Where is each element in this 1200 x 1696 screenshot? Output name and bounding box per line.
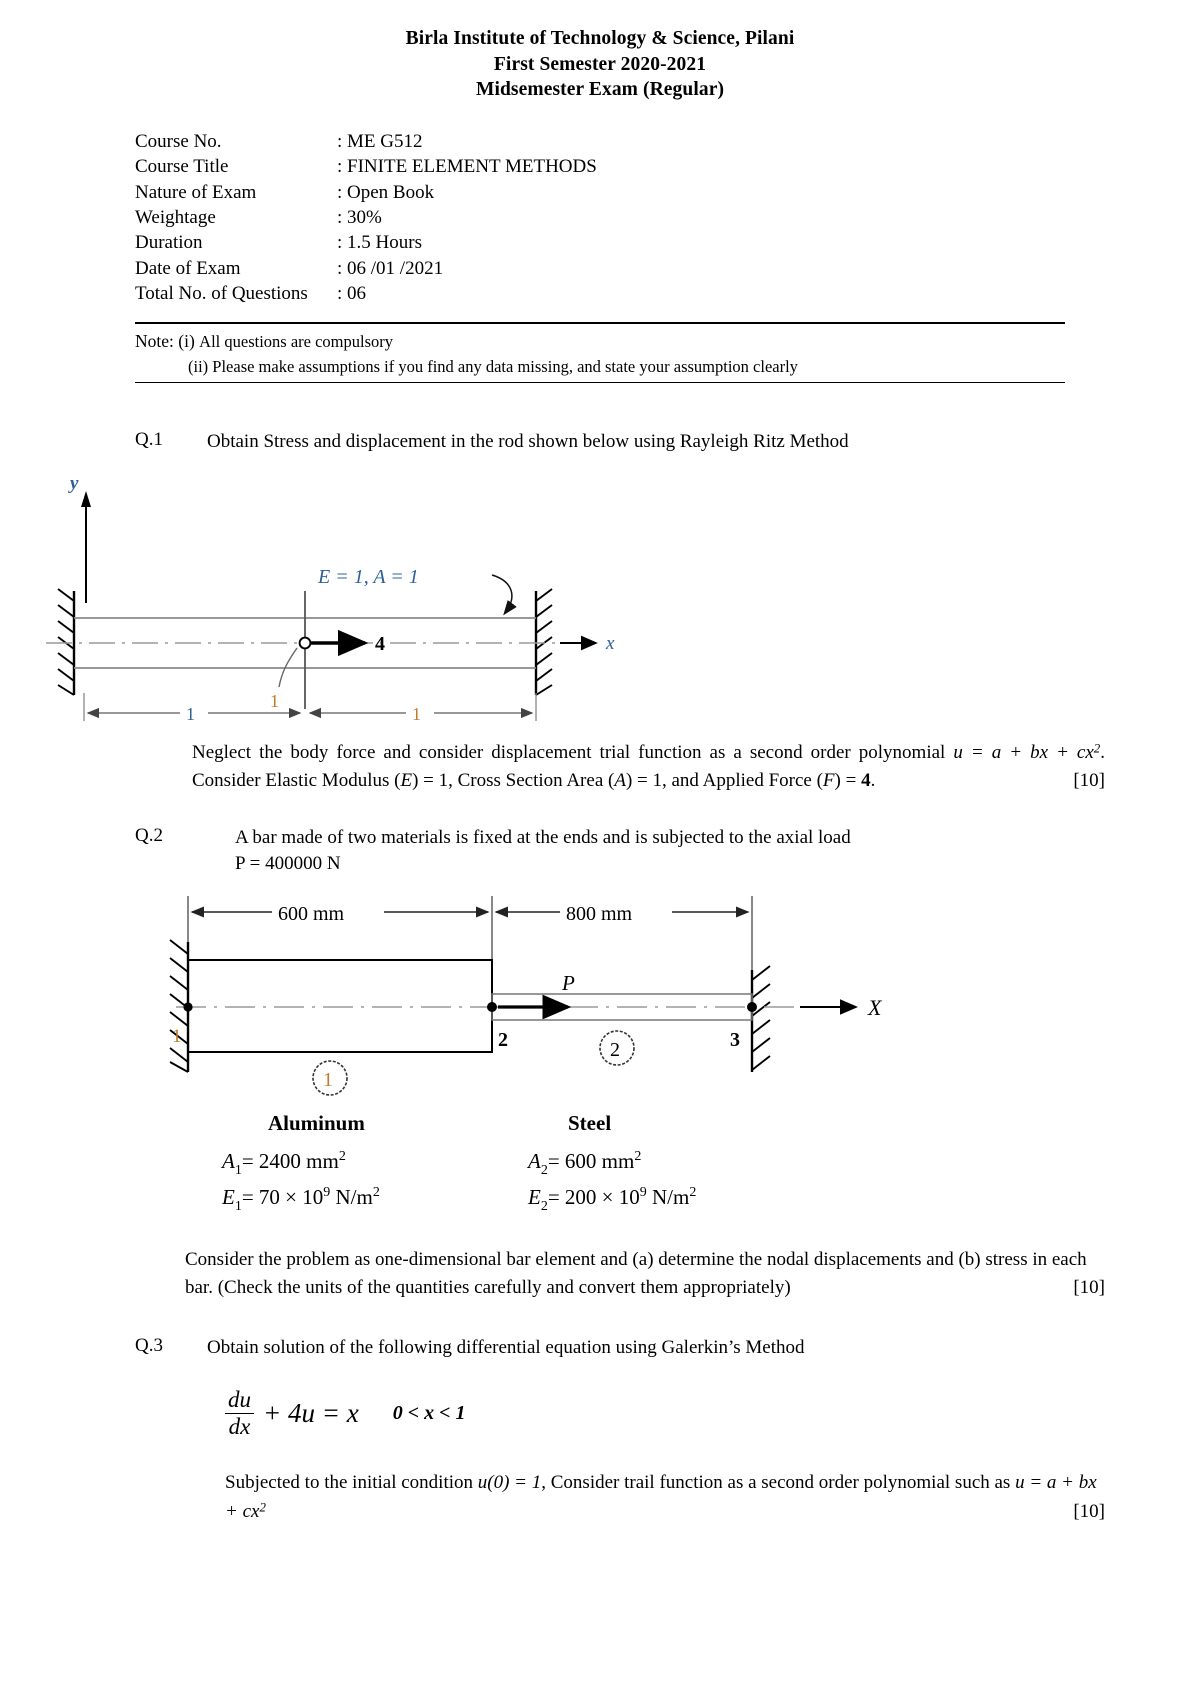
q2-area-left-sup: 2 [338,1148,346,1164]
q3-heading-row [135,1335,1105,1362]
q3-equation-rest: + 4u = x [263,1398,359,1429]
q2-area-right-sym: A [528,1148,541,1173]
svg-text:E2= 200 × 109 N/m2 [527,1185,696,1212]
info-value: : 30% [337,207,382,228]
q1-trial-function: u = a + bx + $cx^2$ [953,740,1101,764]
course-info-block [135,129,1200,306]
q1-number: Q.1 [135,428,163,450]
info-label: Course No. [135,131,222,153]
info-row [135,230,1200,255]
q1-force-label: 4 [375,633,385,656]
q2-mod-right-sym: E [528,1184,541,1209]
q2-mod-right-val: = 200 × 10 [547,1184,640,1209]
q3-tail-2: , Consider trail function as a second order polynomial such as [541,1472,1016,1494]
q2-mod-right-unit: N/m [646,1184,690,1209]
q2-area-right [526,1149,641,1178]
q1-symbol-E: E [400,769,413,791]
q1-symbol-A: A [614,769,626,791]
q2-material-left: Aluminum [268,1110,365,1135]
q2-area-right-val: = 600 mm [547,1148,635,1173]
q2-dim-right: 800 mm [566,902,633,925]
info-label: Weightage [135,207,216,228]
info-row [135,256,1200,281]
q1-prompt: Obtain Stress and displacement in the rod shown below using Rayleigh Ritz Method [207,430,849,452]
q2-figure-bar [0,882,1200,1212]
info-value: : 1.5 Hours [337,232,422,254]
info-value: : Open Book [337,181,435,203]
node-marker [300,638,311,649]
divider-bottom [135,382,1065,383]
q1-symbol-F: F [822,769,835,791]
info-value: : 06 /01 /2021 [337,257,444,279]
q1-body-6: . [870,769,876,791]
right-fixed-support-2 [752,966,770,1072]
q2-element-1-label: 1 [323,1068,333,1091]
note-line-1 [135,329,1065,354]
q2-modulus-left [221,1185,380,1212]
q3-body-paragraph [225,1469,1105,1526]
q1-dim-left: 1 [186,704,195,722]
q3-frac-numerator: du [228,1386,251,1412]
semester-line: First Semester 2020-2021 [493,53,707,75]
q1-body-paragraph [192,739,1105,794]
info-value: : ME G512 [337,131,423,153]
q2-area-left-val: = 2400 mm [241,1148,339,1173]
q2-modulus-right [527,1185,696,1212]
note-text-1: All questions are compulsory [199,332,393,352]
info-value: : 06 [337,282,367,304]
right-fixed-support [536,589,552,695]
dim-right-span [310,703,532,721]
q2-marks: [10] [1073,1276,1105,1298]
q2-area-left-sub: 1 [234,1162,242,1178]
q3-equation-condition: 0 < x < 1 [392,1402,466,1425]
q1-body-4: ) = 1, and Applied Force ( [625,769,823,791]
q2-prompt-line1: A bar made of two materials is fixed at the ends and is subjected to the axial load [235,826,851,848]
q2-area-right-sup: 2 [634,1148,642,1164]
x-axis-label: x [606,633,615,655]
aluminum-section [188,960,492,1052]
y-axis-label: y [70,473,79,495]
q1-node-label: 1 [270,691,279,712]
q2-mod-left-sym: E [222,1184,235,1209]
info-label: Nature of Exam [135,181,257,203]
note-prefix: Note: (i) [135,331,200,352]
q3-marks: [10] [1073,1500,1105,1522]
q1-heading-row [135,429,1105,456]
note-section [135,322,1065,383]
info-label: Course Title [135,156,229,178]
q1-marks: [10] [1073,769,1105,791]
q3-equation [225,1388,1200,1439]
info-row [135,205,1200,230]
q1-property-label: E = 1, A = 1 [318,566,419,589]
q2-mod-right-sub: 2 [540,1198,548,1212]
q2-area-left [220,1149,346,1178]
info-label: Date of Exam [135,257,241,279]
note-block [135,324,1065,382]
svg-text:A1= 2400 mm2 [220,1149,346,1178]
q2-node-3-label: 3 [730,1028,740,1051]
q2-body-paragraph [185,1246,1105,1301]
q2-mod-left-sub: 1 [234,1198,242,1212]
element-2-badge [600,1031,634,1065]
q1-force-value: 4 [861,769,871,791]
q2-axis-x-label: X [868,994,882,1020]
left-fixed-support [58,589,74,695]
q2-mod-left-unit-sup: 2 [372,1184,380,1200]
q1-body-2: . Consider Elastic Modulus ( [192,742,1105,791]
q2-number: Q.2 [135,824,163,846]
q2-mod-right-unit-sup: 2 [689,1184,697,1200]
q3-frac-denominator: dx [225,1413,254,1439]
dim-600mm [192,899,488,925]
q1-body-3: ) = 1, Cross Section Area ( [412,769,615,791]
q2-node-2-label: 2 [498,1028,508,1051]
q2-mod-left-val: = 70 × 10 [241,1184,324,1209]
info-row [135,154,1200,179]
document-header [0,0,1200,103]
q2-element-2-label: 2 [610,1038,620,1061]
q1-dim-right: 1 [412,704,421,722]
node-2-marker [487,1002,497,1012]
exam-type-line: Midsemester Exam (Regular) [475,79,725,101]
info-row [135,129,1200,154]
dim-800mm [496,899,748,925]
q3-number: Q.3 [135,1335,163,1357]
info-row [135,281,1200,306]
q2-mod-left-exp: 9 [323,1184,331,1200]
q2-dim-left: 600 mm [278,902,345,925]
q1-figure-rod [0,463,1200,721]
element-1-badge [313,1061,347,1095]
q3-tail-1: Subjected to the initial condition [225,1472,478,1494]
note-line-2 [135,354,1065,379]
dim-left-span [88,703,300,721]
q2-area-right-sub: 2 [540,1162,548,1178]
node-3-marker [747,1002,757,1012]
info-label: Total No. of Questions [135,282,308,304]
info-value: : FINITE ELEMENT METHODS [337,156,597,178]
question-2 [135,825,1105,878]
q1-body-1: Neglect the body force and consider displacement trial function as a second order polynomial [192,742,954,764]
info-row [135,180,1200,205]
property-leader [492,575,512,613]
q3-initial-condition: u(0) = 1 [477,1472,542,1494]
q1-body-5: ) = [834,769,862,791]
question-3 [135,1335,1105,1362]
note-text-2: (ii) Please make assumptions if you find any data missing, and state your assumption clearly [188,356,798,376]
question-1 [135,429,1105,456]
q2-node-1-label: 1 [172,1025,182,1047]
svg-text:A2= 600 mm2 [526,1149,641,1178]
y-axis-arrow [81,491,91,603]
q2-area-left-sym: A [222,1148,235,1173]
svg-text:E1= 70 × 109 N/m2 [221,1185,380,1212]
q2-heading-row [135,825,1105,878]
q2-body-text: Consider the problem as one-dimensional bar element and (a) determine the nodal displacements and (b) stress in each bar. (Check the units of the quantities carefully and convert them appropriately) [185,1248,1087,1298]
info-label: Duration [135,232,203,254]
q2-load-label: P [562,970,575,995]
q2-prompt-line2: P = 400000 N [235,853,341,875]
institute-name: Birla Institute of Technology & Science, Pilani [405,28,795,49]
q2-material-right: Steel [568,1110,612,1135]
q2-mod-left-unit: N/m [330,1184,373,1209]
q3-derivative-fraction [225,1388,254,1439]
q3-trial-function: u = a + bx + $cx^2$ [225,1472,1097,1523]
q3-prompt: Obtain solution of the following differential equation using Galerkin’s Method [207,1337,805,1359]
node-1-marker [183,1002,192,1011]
q2-prompt [235,825,1105,878]
q2-mod-right-exp: 9 [639,1184,647,1200]
